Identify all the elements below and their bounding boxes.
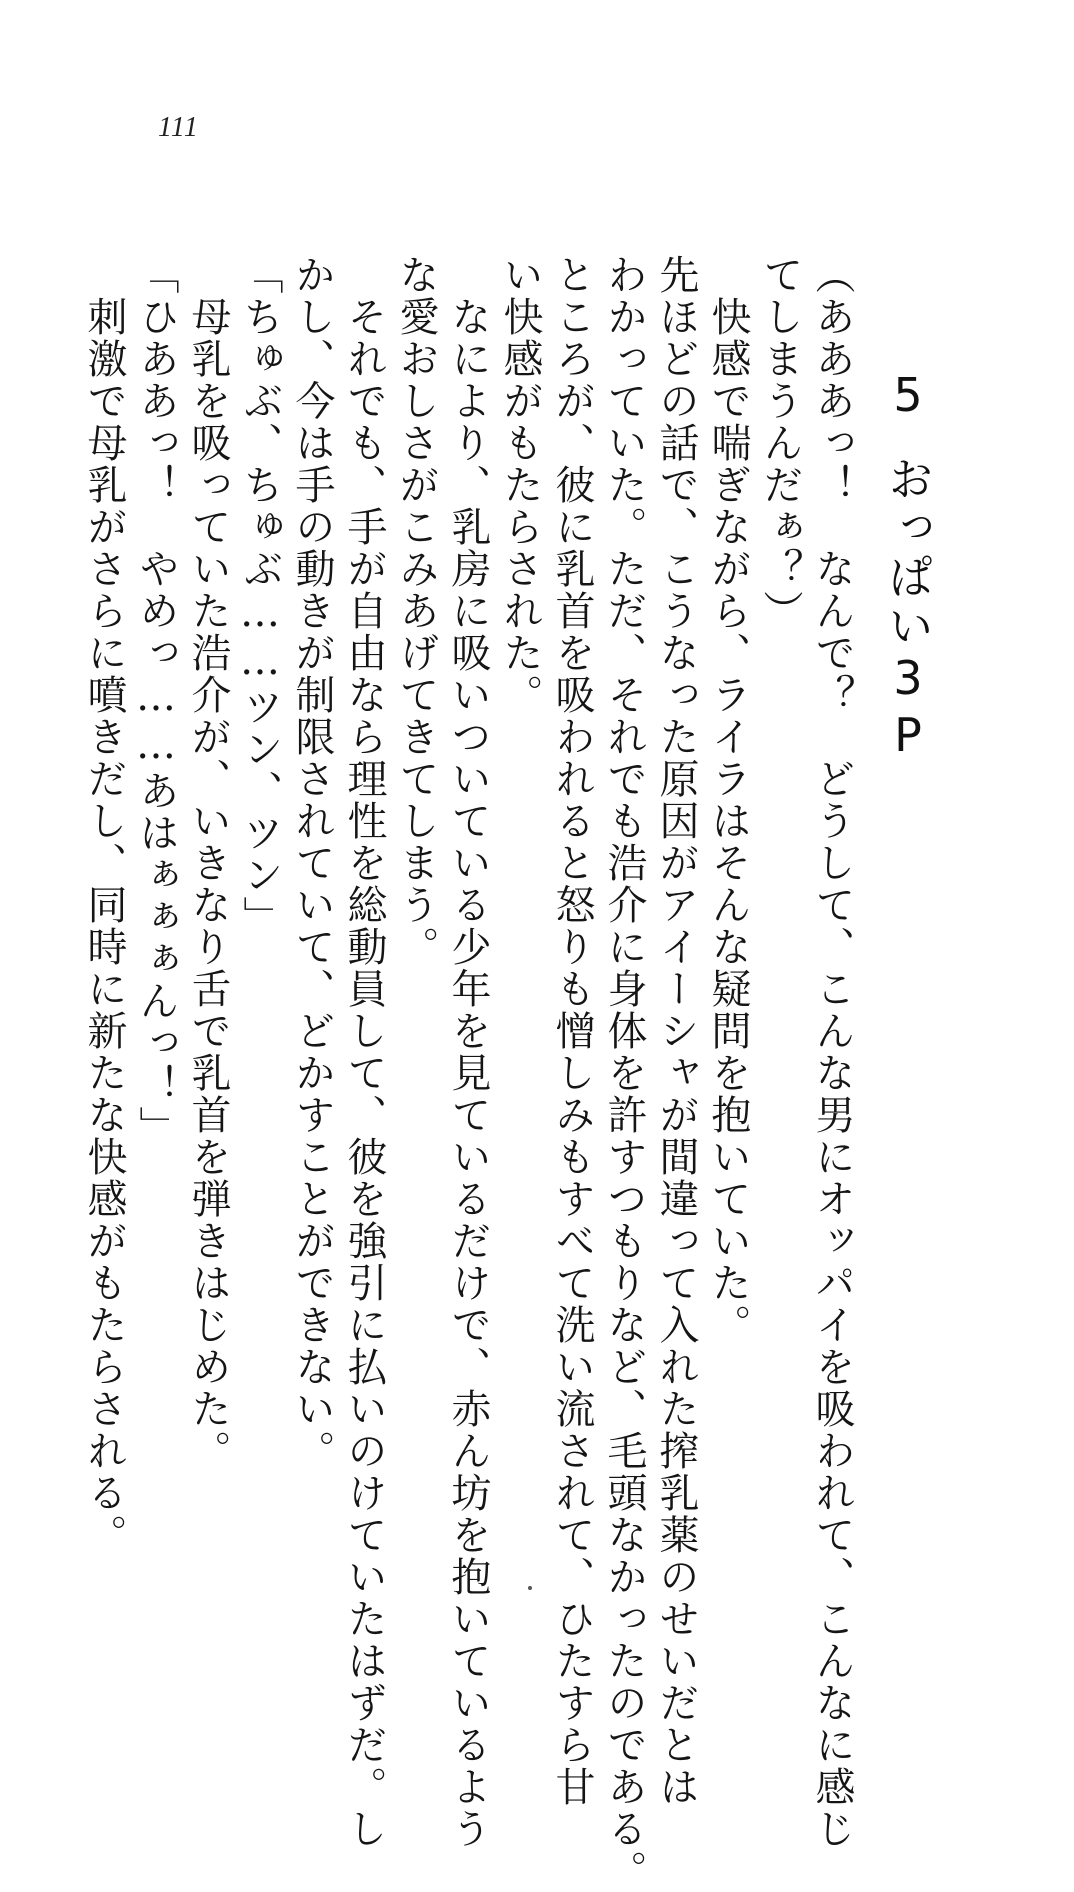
text-column: てしまうんだぁ？）: [757, 254, 803, 632]
text-column: （あああっ！ なんで？ どうして、こんな男にオッパイを吸われて、こんなに感じ: [809, 254, 855, 1850]
chapter-title: [880, 368, 936, 765]
text-column: ところが、彼に乳首を吸われると怒りも憎しみもすべて洗い流されて、ひたすら甘: [549, 254, 595, 1808]
page-number: 111: [158, 112, 199, 143]
footer-mark: [528, 1586, 532, 1590]
text-column: わかっていた。ただ、それでも浩介に身体を許すつもりなど、毛頭なかったのである。: [601, 254, 647, 1892]
text-column: 「ひああっ！ やめっ……あはぁぁぁんっ！」: [133, 254, 179, 1148]
text-column: 刺激で母乳がさらに噴きだし、同時に新たな快感がもたらされる。: [81, 296, 127, 1556]
text-column: い快感がもたらされた。: [497, 254, 543, 716]
text-column: 母乳を吸っていた浩介が、いきなり舌で乳首を弾きはじめた。: [185, 296, 231, 1472]
text-column: 先ほどの話で、こうなった原因がアイーシャが間違って入れた搾乳薬のせいだとは: [653, 254, 699, 1808]
text-column: それでも、手が自由なら理性を総動員して、彼を強引に払いのけていたはずだ。し: [341, 296, 387, 1850]
chapter-name: おっぱい3P: [881, 455, 935, 765]
text-column: な愛おしさがこみあげてきてしまう。: [393, 254, 439, 968]
text-column: なにより、乳房に吸いついている少年を見ているだけで、赤ん坊を抱いているよう: [445, 296, 491, 1850]
chapter-number: 5: [881, 368, 935, 425]
text-column: かし、今は手の動きが制限されていて、どかすことができない。: [289, 254, 335, 1472]
text-column: 快感で喘ぎながら、ライラはそんな疑問を抱いていた。: [705, 296, 751, 1346]
text-column: 「ちゅぶ、ちゅぶ……ツン、ツン」: [237, 254, 283, 938]
